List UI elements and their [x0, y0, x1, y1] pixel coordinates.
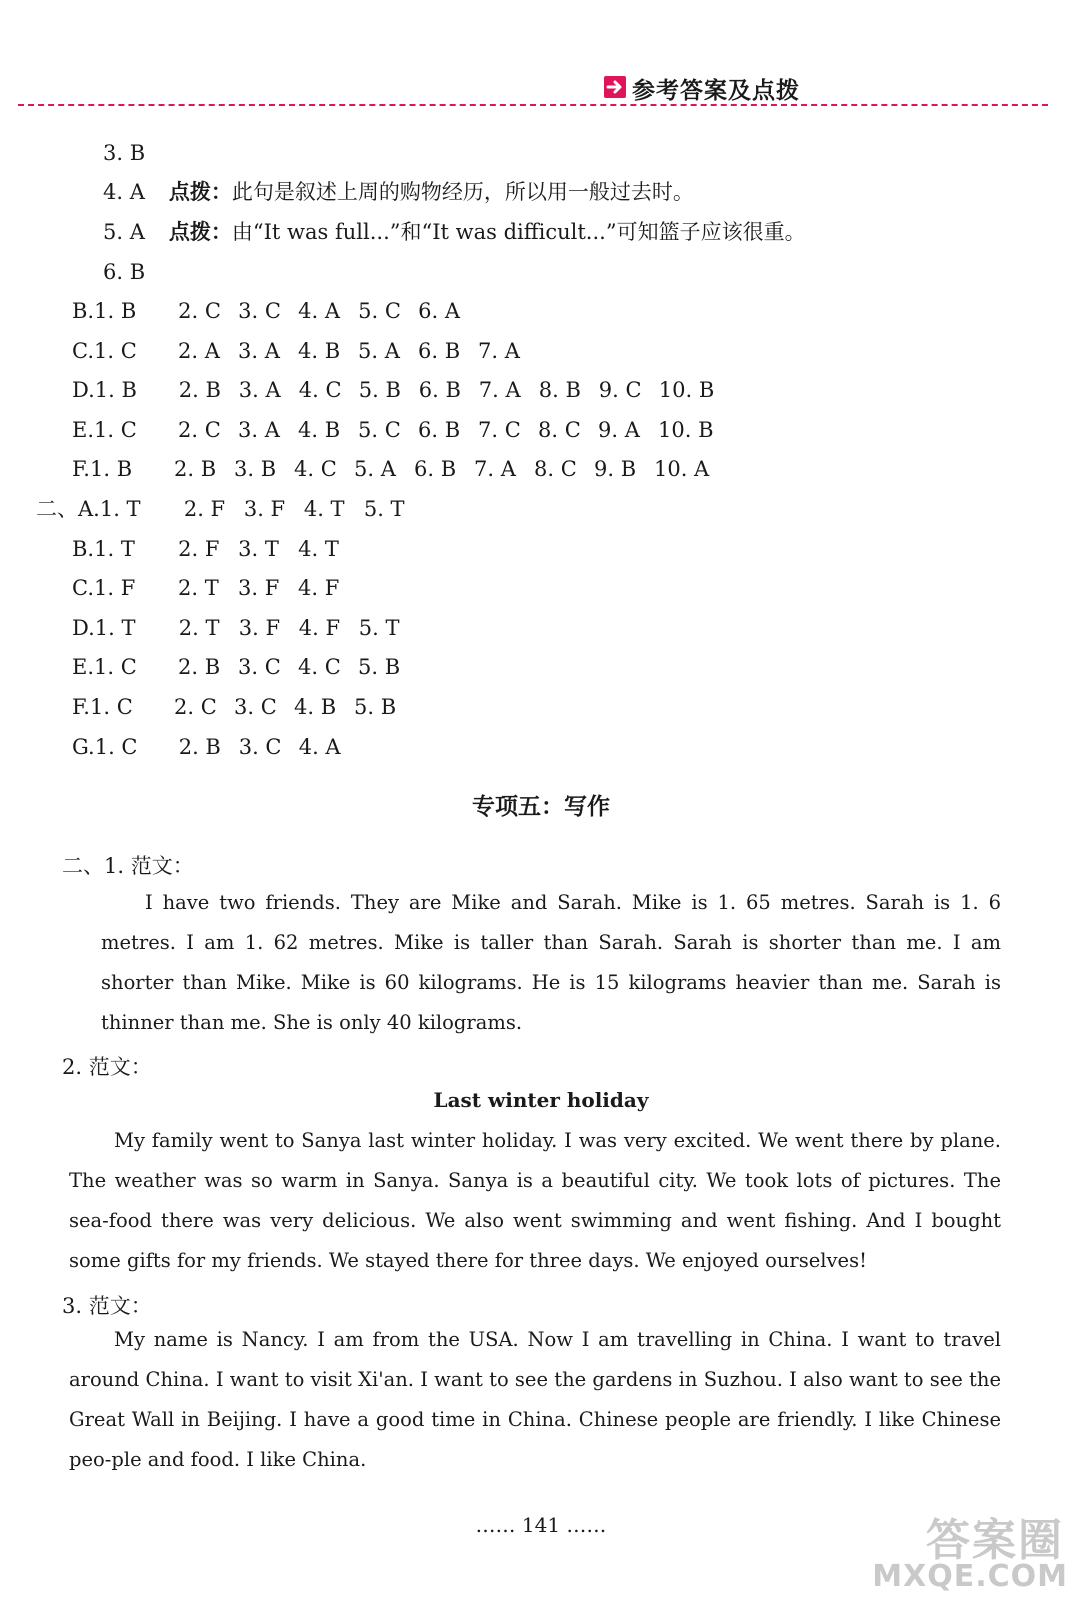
- essay-2-title: Last winter holiday: [433, 1088, 649, 1112]
- answer-item: 4. T: [303, 497, 345, 521]
- answer-item: 6. B: [413, 457, 457, 482]
- answer-item: 5. T: [358, 615, 400, 640]
- answer-item: 5. A: [353, 457, 396, 482]
- answer-item: 2. B: [178, 734, 221, 759]
- answer-row: [72, 535, 358, 563]
- essay-3-label: 3. 范文：: [62, 1294, 152, 1318]
- answer-item: 3. A: [238, 378, 281, 403]
- row-prefix: B.: [72, 299, 95, 323]
- row-prefix: 二、A.: [36, 497, 100, 521]
- answer-item: 3. C: [238, 299, 281, 323]
- answer-item: 2. A: [178, 338, 220, 363]
- answer-item: 10. B: [658, 378, 715, 403]
- answer-item: 1. C: [89, 695, 133, 719]
- answer-q4: 4. A: [103, 180, 145, 204]
- answer-item: 3. F: [243, 497, 286, 521]
- answer-item: 3. T: [238, 536, 279, 561]
- row-prefix: F.: [72, 457, 90, 482]
- row-prefix: E.: [72, 417, 95, 442]
- answer-row: [72, 614, 419, 642]
- answer-item: 4. C: [298, 655, 341, 680]
- answer-item: 4. C: [293, 457, 337, 482]
- answer-row: [36, 495, 424, 523]
- watermark-logo: 答案圈 MXQE.COM: [872, 1515, 1068, 1594]
- row-prefix: D.: [72, 615, 95, 640]
- row-prefix: C.: [72, 338, 94, 363]
- answer-item: 5. A: [358, 338, 400, 363]
- answer-q3: 3. B: [103, 141, 146, 165]
- tip-label: 点拨：: [168, 180, 232, 204]
- essay-1-label: 二、1. 范文：: [62, 854, 194, 878]
- answer-item: 9. C: [598, 378, 642, 403]
- answer-item: 3. A: [238, 338, 280, 363]
- header-title: 参考答案及点拨: [632, 78, 800, 104]
- answer-q6: 6. B: [103, 260, 146, 284]
- answer-item: 3. C: [233, 695, 277, 719]
- page-header: [0, 70, 1082, 112]
- row-prefix: C.: [72, 576, 94, 601]
- answer-item: 1. F: [94, 576, 136, 601]
- answer-row: [72, 337, 538, 365]
- answer-item: 3. C: [238, 734, 282, 759]
- answer-item: 9. B: [593, 457, 637, 482]
- row-prefix: B.: [72, 536, 95, 561]
- answer-item: 5. B: [353, 695, 397, 719]
- answer-item: 9. A: [598, 417, 640, 442]
- answer-item: 3. F: [238, 576, 280, 601]
- answer-item: 6. B: [418, 417, 461, 442]
- answer-item: 2. B: [178, 655, 221, 680]
- answer-item: 4. C: [298, 378, 342, 403]
- answer-item: 4. F: [298, 576, 340, 601]
- answer-q5: 5. A: [103, 220, 145, 244]
- answer-item: 4. F: [298, 615, 341, 640]
- answer-item: 5. C: [358, 417, 401, 442]
- answer-item: 2. T: [178, 576, 219, 601]
- answer-item: 5. B: [358, 655, 401, 680]
- page-number: …… 141 ……: [475, 1513, 607, 1537]
- row-prefix: G.: [72, 734, 95, 759]
- answer-item: 6. A: [418, 299, 460, 323]
- answer-item: 4. T: [298, 536, 339, 561]
- answer-item: 5. C: [358, 299, 401, 323]
- answer-item: 6. B: [418, 378, 461, 403]
- answer-row: [72, 376, 719, 404]
- answer-item: 3. A: [238, 417, 280, 442]
- header-divider: [18, 104, 1048, 106]
- answer-row: [72, 297, 478, 325]
- answer-item: 5. B: [358, 378, 401, 403]
- answer-item: 4. B: [298, 338, 341, 363]
- answer-item: 3. B: [233, 457, 277, 482]
- answer-item: 1. B: [94, 378, 137, 403]
- essay-2-text: My family went to Sanya last winter holiday. I was very excited. We went there by plane. The weather was so warm in Sanya. Sanya is a beautiful city. We took lots of pictures. The sea-food there was very delicious. We also went swimming and went fishing. And I bought some gifts for my friends. We stayed there for three days. We enjoyed ourselves!: [69, 1129, 1001, 1272]
- answer-item: 1. T: [94, 615, 136, 640]
- answer-item: 2. C: [178, 299, 221, 323]
- answer-row: [72, 653, 418, 681]
- answer-q4-row: [103, 178, 694, 206]
- arrow-right-icon: [604, 76, 626, 98]
- answer-item: 2. B: [173, 457, 217, 482]
- row-prefix: E.: [72, 655, 95, 680]
- answer-item: 1. C: [94, 417, 137, 442]
- answer-item: 8. B: [538, 378, 581, 403]
- row-prefix: F.: [72, 695, 90, 719]
- answer-q5-row: [103, 218, 806, 246]
- essay-3-text: My name is Nancy. I am from the USA. Now I am travelling in China. I want to travel around China. I want to visit Xi'an. I want to see the gardens in Suzhou. I also want to see the Great Wall in Beijing. I have a good time in China. Chinese people are friendly. I like Chinese peo-ple and food. I like China.: [69, 1328, 1001, 1471]
- answer-item: 1. C: [94, 734, 138, 759]
- answer-item: 1. C: [94, 338, 137, 363]
- answer-item: 8. C: [538, 417, 581, 442]
- section-title: 专项五：写作: [472, 794, 610, 820]
- answer-item: 7. A: [473, 457, 516, 482]
- answer-item: 2. C: [173, 695, 217, 719]
- row-prefix: D.: [72, 378, 95, 403]
- answer-item: 5. T: [363, 497, 405, 521]
- answer-item: 7. C: [478, 417, 521, 442]
- answer-row: [72, 455, 714, 483]
- answer-item: 4. B: [298, 417, 341, 442]
- answer-row: [72, 574, 358, 602]
- answer-row: [72, 416, 718, 444]
- answer-item: 1. T: [94, 536, 135, 561]
- answer-row: [72, 733, 359, 761]
- answer-item: 7. A: [478, 338, 520, 363]
- answer-item: 10. A: [653, 457, 710, 482]
- answer-item: 1. C: [94, 655, 137, 680]
- essay-1-text: I have two friends. They are Mike and Sarah. Mike is 1. 65 metres. Sarah is 1. 6 metres. I am 1. 62 metres. Mike is taller than Sarah. Sarah is shorter than me. I am shorter than Mike. Mike is 60 kilograms. He is 15 kilograms heavier than me. Sarah is thinner than me. She is only 40 kilograms.: [101, 891, 1001, 1034]
- answer-item: 3. C: [238, 655, 281, 680]
- answer-item: 8. C: [533, 457, 577, 482]
- answer-item: 7. A: [478, 378, 521, 403]
- answer-item: 10. B: [658, 417, 714, 442]
- answer-item: 6. B: [418, 338, 461, 363]
- answer-item: 1. T: [99, 497, 141, 521]
- tip-text: 此句是叙述上周的购物经历，所以用一般过去时。: [231, 180, 694, 204]
- answer-row: [72, 693, 414, 721]
- answer-item: 1. B: [89, 457, 133, 482]
- answer-item: 4. A: [298, 299, 340, 323]
- answer-item: 3. F: [238, 615, 281, 640]
- answer-item: 1. B: [94, 299, 137, 323]
- tip-label: 点拨：: [168, 220, 232, 244]
- answer-item: 2. F: [178, 536, 220, 561]
- answer-item: 4. B: [293, 695, 337, 719]
- answer-item: 2. T: [178, 615, 220, 640]
- answer-item: 4. A: [298, 734, 341, 759]
- answer-item: 2. B: [178, 378, 221, 403]
- answer-item: 2. C: [178, 417, 221, 442]
- answer-item: 2. F: [183, 497, 226, 521]
- tip-text: 由“It was full...”和“It was difficult...”可知篮子应该很重。: [231, 220, 806, 244]
- essay-2-label: 2. 范文：: [62, 1055, 152, 1079]
